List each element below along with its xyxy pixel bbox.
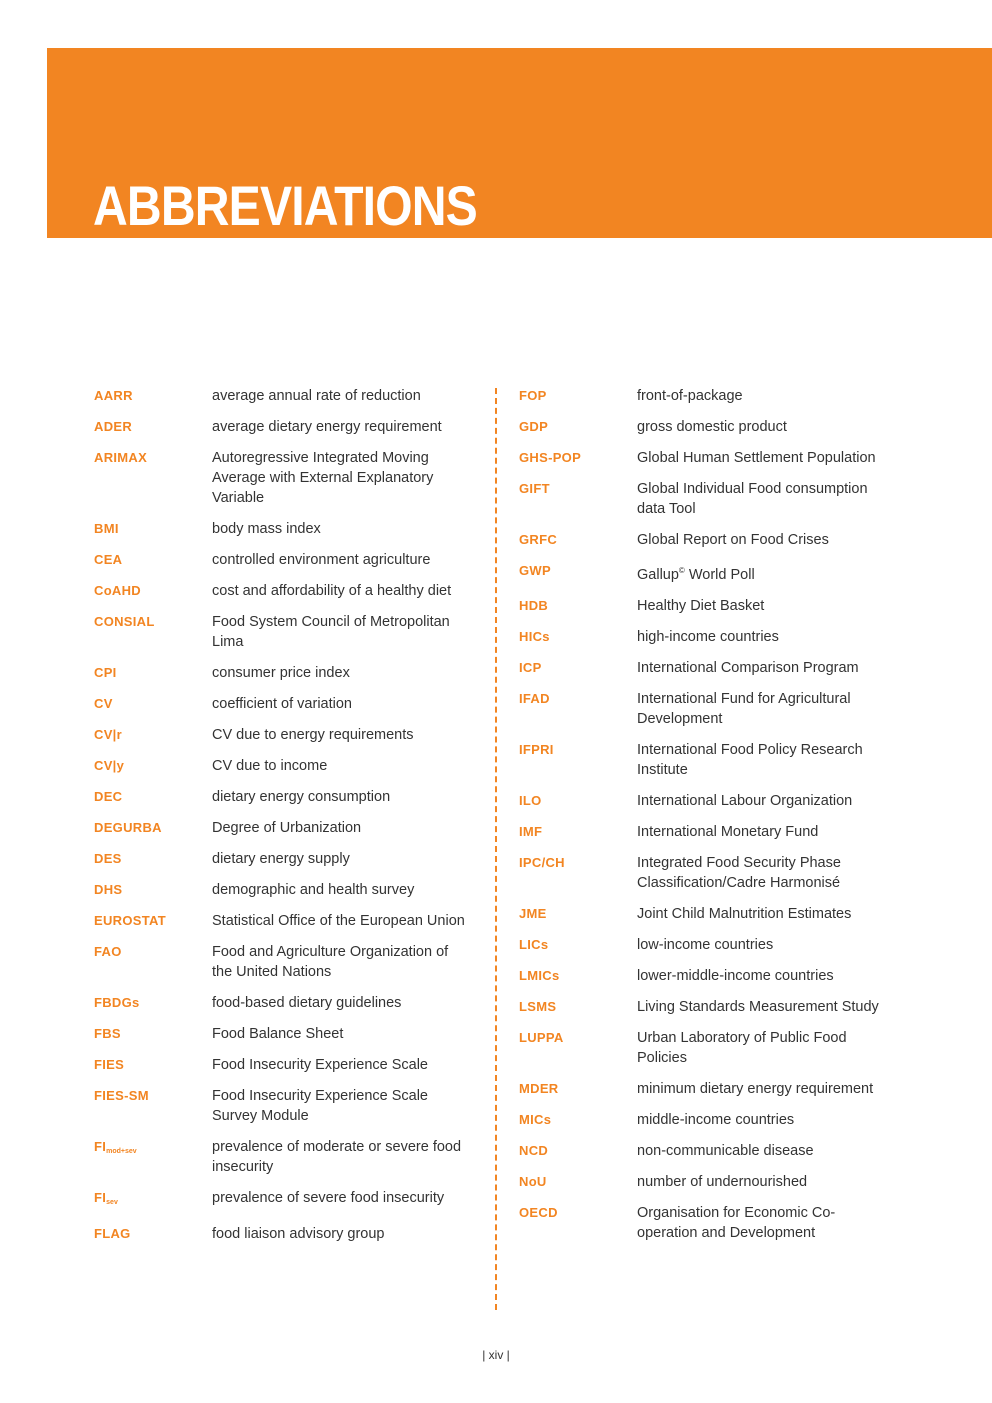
abbreviation-definition: [637, 904, 887, 924]
abbreviation-row: [94, 911, 474, 931]
abbreviation-definition: [212, 581, 467, 601]
definition-text: Statistical Office of the European Union: [212, 913, 465, 929]
abbreviation-definition: [212, 993, 467, 1013]
abbreviation-term: [519, 448, 637, 468]
abbreviation-term: [519, 658, 637, 678]
abbreviation-text: CPI: [94, 665, 117, 680]
abbreviation-row: [519, 689, 899, 729]
abbreviation-term: [94, 581, 212, 601]
abbreviation-definition: [637, 853, 887, 893]
abbreviations-right-column: [519, 386, 899, 1254]
abbreviation-definition: [637, 658, 887, 678]
abbreviation-definition: [637, 448, 887, 468]
abbreviation-text: ARIMAX: [94, 450, 148, 465]
definition-text: Global Report on Food Crises: [637, 532, 829, 548]
abbreviation-text: FBDGs: [94, 995, 140, 1010]
abbreviation-term: [519, 689, 637, 729]
definition-text: high-income countries: [637, 628, 779, 645]
abbreviation-row: [519, 479, 899, 519]
abbreviation-text: FBS: [94, 1026, 121, 1041]
abbreviation-text: FI: [94, 1139, 107, 1154]
abbreviation-definition: [212, 911, 467, 931]
abbreviation-term: [519, 740, 637, 780]
abbreviation-definition: [637, 1203, 887, 1243]
abbreviation-row: [519, 997, 899, 1017]
definition-text: Global Human Settlement Population: [637, 450, 876, 466]
abbreviation-text: LUPPA: [519, 1029, 564, 1045]
abbreviation-row: [519, 1079, 899, 1099]
abbreviation-row: [519, 561, 899, 585]
column-divider: [495, 388, 497, 1310]
abbreviation-term: [519, 904, 637, 924]
abbreviation-text: DHS: [94, 882, 123, 897]
abbreviation-row: [519, 386, 899, 406]
definition-text: Integrated Food Security Phase Classification/Cadre Harmonisé: [637, 854, 841, 891]
abbreviation-text: GHS-POP: [519, 450, 582, 465]
abbreviation-term: [94, 849, 212, 869]
abbreviation-text: FOP: [519, 388, 547, 403]
abbreviation-row: [94, 787, 474, 807]
definition-text: Degree of Urbanization: [212, 820, 362, 836]
definition-text: Food Insecurity Experience Scale Survey Module: [212, 1088, 428, 1124]
definition-text: gross domestic product: [637, 419, 787, 435]
definition-text: dietary energy consumption: [212, 789, 391, 805]
definition-text: food liaison advisory group: [212, 1226, 385, 1242]
abbreviation-term: [519, 1079, 637, 1099]
abbreviation-term: [94, 993, 212, 1013]
abbreviation-text: GIFT: [519, 481, 550, 496]
abbreviation-row: [94, 942, 474, 982]
abbreviation-row: [94, 663, 474, 683]
abbreviation-row: [519, 791, 899, 811]
abbreviation-definition: [212, 663, 467, 683]
abbreviation-term: [94, 663, 212, 683]
abbreviation-row: [519, 1172, 899, 1192]
abbreviation-row: [519, 417, 899, 437]
abbreviation-definition: [637, 740, 887, 780]
abbreviation-row: [94, 581, 474, 601]
definition-text: body mass index: [212, 521, 321, 537]
definition-text: lower-middle-income countries: [637, 967, 834, 984]
abbreviation-text: NoU: [519, 1173, 547, 1189]
abbreviation-definition: [637, 561, 887, 585]
abbreviation-row: [519, 935, 899, 955]
definition-text: Organisation for Economic Co-operation and Development: [637, 1204, 836, 1241]
abbreviation-term: [519, 822, 637, 842]
abbreviation-text: HDB: [519, 597, 549, 613]
abbreviation-text: CV: [94, 696, 113, 711]
abbreviation-definition: [637, 689, 887, 729]
abbreviation-term: [519, 1028, 637, 1068]
abbreviation-definition: [212, 1024, 467, 1044]
abbreviation-term: [94, 448, 212, 508]
abbreviation-definition: [637, 997, 887, 1017]
page-title: ABBREVIATIONS: [93, 174, 477, 237]
abbreviation-row: [94, 448, 474, 508]
abbreviation-text: GDP: [519, 419, 549, 434]
abbreviation-text: LMICs: [519, 967, 560, 983]
definition-text: Living Standards Measurement Study: [637, 998, 879, 1015]
definition-text: low-income countries: [637, 936, 774, 953]
abbreviation-row: [94, 1024, 474, 1044]
abbreviation-term: [94, 1055, 212, 1075]
definition-text: average dietary energy requirement: [212, 419, 442, 435]
abbreviation-term: [519, 596, 637, 616]
abbreviation-text: IMF: [519, 823, 543, 839]
abbreviation-text: DEGURBA: [94, 820, 162, 835]
abbreviation-text: ICP: [519, 659, 542, 675]
definition-text: cost and affordability of a healthy diet: [212, 583, 452, 599]
abbreviation-definition: [637, 966, 887, 986]
abbreviation-text: EUROSTAT: [94, 913, 166, 928]
abbreviation-term: [519, 791, 637, 811]
abbreviation-term: [519, 530, 637, 550]
abbreviation-term: [94, 942, 212, 982]
abbreviation-term: [519, 627, 637, 647]
definition-text: controlled environment agriculture: [212, 552, 431, 568]
abbreviation-definition: [637, 822, 887, 842]
definition-text: CV due to energy requirements: [212, 727, 414, 743]
abbreviation-term: [94, 612, 212, 652]
definition-text: front-of-package: [637, 388, 743, 404]
abbreviation-row: [519, 1028, 899, 1068]
abbreviation-term: [519, 1141, 637, 1161]
abbreviation-definition: [212, 942, 467, 982]
abbreviation-definition: [637, 1172, 887, 1192]
abbreviation-row: [519, 1141, 899, 1161]
page-number: | xiv |: [482, 1348, 510, 1362]
abbreviation-row: [94, 756, 474, 776]
definition-text: dietary energy supply: [212, 851, 350, 867]
abbreviation-row: [94, 417, 474, 437]
abbreviation-row: [519, 1203, 899, 1243]
abbreviation-row: [94, 849, 474, 869]
abbreviation-text: FAO: [94, 944, 122, 959]
abbreviation-row: [94, 550, 474, 570]
abbreviation-term: [94, 1188, 212, 1213]
abbreviation-text: DES: [94, 851, 122, 866]
abbreviation-term: [519, 1203, 637, 1243]
abbreviation-text: MDER: [519, 1080, 559, 1096]
abbreviation-term: [94, 880, 212, 900]
definition-text: coefficient of variation: [212, 696, 352, 712]
abbreviation-row: [519, 904, 899, 924]
abbreviation-text: AARR: [94, 388, 133, 403]
abbreviation-term: [94, 725, 212, 745]
abbreviation-definition: [212, 519, 467, 539]
abbreviation-definition: [212, 448, 467, 508]
abbreviation-term: [519, 997, 637, 1017]
abbreviation-text: CV|r: [94, 727, 122, 742]
abbreviation-text: ILO: [519, 792, 542, 808]
abbreviation-row: [519, 853, 899, 893]
abbreviation-text: LSMS: [519, 998, 557, 1014]
abbreviation-term: [519, 966, 637, 986]
abbreviation-text: LICs: [519, 936, 549, 952]
abbreviation-definition: [212, 818, 467, 838]
abbreviation-term: [519, 417, 637, 437]
abbreviation-term: [94, 550, 212, 570]
abbreviation-term: [519, 1172, 637, 1192]
abbreviation-definition: [212, 725, 467, 745]
abbreviation-text: CoAHD: [94, 583, 141, 598]
abbreviation-row: [94, 519, 474, 539]
definition-text: International Monetary Fund: [637, 823, 819, 840]
abbreviation-row: [94, 993, 474, 1013]
definition-text: prevalence of severe food insecurity: [212, 1190, 445, 1206]
abbreviation-term: [94, 519, 212, 539]
definition-text: Global Individual Food consumption data Tool: [637, 481, 868, 517]
abbreviations-left-column: [94, 386, 474, 1255]
abbreviation-text: CV|y: [94, 758, 125, 773]
abbreviation-term: [94, 818, 212, 838]
definition-text: demographic and health survey: [212, 882, 415, 898]
abbreviation-definition: [637, 1079, 887, 1099]
abbreviation-term: [94, 911, 212, 931]
abbreviation-text: FLAG: [94, 1226, 131, 1241]
abbreviation-definition: [637, 417, 887, 437]
abbreviation-text: NCD: [519, 1142, 549, 1158]
abbreviation-term: [94, 386, 212, 406]
abbreviation-row: [94, 880, 474, 900]
definition-text: middle-income countries: [637, 1111, 795, 1128]
abbreviation-text: DEC: [94, 789, 123, 804]
abbreviation-text: IPC/CH: [519, 854, 565, 870]
abbreviation-term: [519, 561, 637, 585]
abbreviation-row: [519, 822, 899, 842]
abbreviation-text: FI: [94, 1190, 107, 1205]
copyright-mark: ©: [678, 566, 685, 575]
abbreviation-definition: [212, 694, 467, 714]
abbreviation-term: [519, 479, 637, 519]
abbreviation-term: [94, 756, 212, 776]
abbreviation-definition: [212, 1224, 467, 1244]
abbreviation-row: [94, 1086, 474, 1126]
abbreviation-definition: [637, 1110, 887, 1130]
abbreviation-text: BMI: [94, 521, 119, 536]
definition-text: Autoregressive Integrated Moving Average with External Explanatory Variable: [212, 450, 434, 506]
abbreviation-term: [94, 417, 212, 437]
abbreviation-text: FIES-SM: [94, 1088, 149, 1103]
abbreviation-row: [519, 966, 899, 986]
abbreviation-definition: [212, 756, 467, 776]
definition-text: Food Insecurity Experience Scale: [212, 1057, 428, 1073]
abbreviation-text: JME: [519, 905, 547, 921]
abbreviation-term: [94, 1086, 212, 1126]
definition-text: food-based dietary guidelines: [212, 995, 402, 1011]
abbreviation-definition: [637, 791, 887, 811]
abbreviation-term: [519, 853, 637, 893]
definition-text: number of undernourished: [637, 1173, 808, 1190]
abbreviation-definition: [637, 530, 887, 550]
abbreviation-row: [519, 1110, 899, 1130]
abbreviation-term: [94, 1137, 212, 1177]
definition-text: Food Balance Sheet: [212, 1026, 344, 1042]
abbreviation-definition: [212, 612, 467, 652]
abbreviation-definition: [637, 479, 887, 519]
definition-text: prevalence of moderate or severe food insecurity: [212, 1139, 462, 1175]
definition-text: minimum dietary energy requirement: [637, 1080, 874, 1097]
definition-text: CV due to income: [212, 758, 328, 774]
abbreviation-row: [94, 725, 474, 745]
abbreviation-row: [94, 818, 474, 838]
abbreviation-row: [519, 740, 899, 780]
abbreviation-subscript: sev: [106, 1199, 118, 1206]
definition-text: Food and Agriculture Organization of the United Nations: [212, 944, 449, 980]
abbreviation-subscript: mod+sev: [106, 1148, 137, 1155]
abbreviation-row: [94, 386, 474, 406]
definition-text: Healthy Diet Basket: [637, 597, 765, 614]
abbreviation-term: [519, 1110, 637, 1130]
abbreviation-definition: [637, 935, 887, 955]
definition-text: Gallup: [637, 566, 679, 583]
abbreviation-text: IFPRI: [519, 741, 554, 757]
abbreviation-definition: [212, 417, 467, 437]
definition-text: International Labour Organization: [637, 792, 853, 809]
definition-text: International Food Policy Research Institute: [637, 741, 863, 778]
abbreviation-definition: [212, 1055, 467, 1075]
definition-text: Joint Child Malnutrition Estimates: [637, 905, 852, 922]
abbreviation-definition: [637, 386, 887, 406]
abbreviation-text: MICs: [519, 1111, 552, 1127]
abbreviation-row: [94, 1137, 474, 1177]
abbreviation-definition: [637, 596, 887, 616]
abbreviation-row: [94, 1188, 474, 1213]
abbreviation-definition: [637, 1141, 887, 1161]
abbreviation-row: [519, 627, 899, 647]
abbreviation-term: [94, 787, 212, 807]
abbreviation-row: [519, 448, 899, 468]
abbreviation-row: [519, 596, 899, 616]
definition-text: Food System Council of Metropolitan Lima: [212, 614, 450, 650]
abbreviation-row: [519, 658, 899, 678]
abbreviation-term: [94, 694, 212, 714]
abbreviation-term: [94, 1024, 212, 1044]
definition-text: International Fund for Agricultural Development: [637, 690, 851, 727]
abbreviation-row: [519, 530, 899, 550]
abbreviation-term: [519, 386, 637, 406]
abbreviation-term: [519, 935, 637, 955]
abbreviation-text: OECD: [519, 1204, 558, 1220]
abbreviation-text: CONSIAL: [94, 614, 155, 629]
abbreviation-text: GWP: [519, 563, 551, 578]
abbreviation-definition: [212, 849, 467, 869]
abbreviation-definition: [212, 1188, 467, 1213]
abbreviation-definition: [637, 627, 887, 647]
abbreviation-definition: [212, 880, 467, 900]
abbreviation-text: HICs: [519, 628, 550, 644]
abbreviation-text: FIES: [94, 1057, 125, 1072]
abbreviation-row: [94, 612, 474, 652]
definition-text: average annual rate of reduction: [212, 388, 421, 404]
abbreviation-definition: [637, 1028, 887, 1068]
abbreviation-text: CEA: [94, 552, 123, 567]
abbreviation-definition: [212, 550, 467, 570]
abbreviation-text: GRFC: [519, 532, 558, 547]
definition-text: non-communicable disease: [637, 1142, 814, 1159]
definition-text: consumer price index: [212, 665, 350, 681]
definition-text-continued: World Poll: [684, 566, 755, 583]
abbreviation-row: [94, 694, 474, 714]
abbreviation-definition: [212, 386, 467, 406]
abbreviation-text: IFAD: [519, 690, 550, 706]
definition-text: Urban Laboratory of Public Food Policies: [637, 1029, 847, 1066]
abbreviation-term: [94, 1224, 212, 1244]
abbreviation-row: [94, 1224, 474, 1244]
abbreviation-definition: [212, 1086, 467, 1126]
abbreviation-text: ADER: [94, 419, 133, 434]
definition-text: International Comparison Program: [637, 659, 859, 676]
abbreviation-definition: [212, 1137, 467, 1177]
abbreviation-definition: [212, 787, 467, 807]
abbreviation-row: [94, 1055, 474, 1075]
